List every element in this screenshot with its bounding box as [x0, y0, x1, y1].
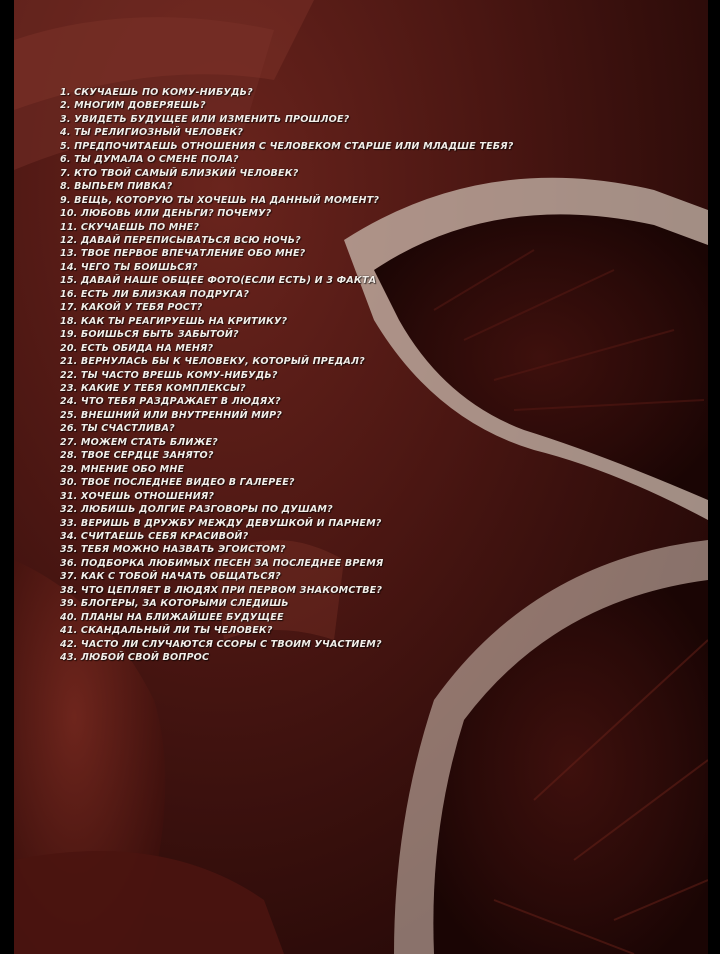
question-item: 38. ЧТО ЦЕПЛЯЕТ В ЛЮДЯХ ПРИ ПЕРВОМ ЗНАКОМСТВЕ?: [60, 584, 383, 596]
question-item: 10. ЛЮБОВЬ ИЛИ ДЕНЬГИ? ПОЧЕМУ?: [60, 208, 272, 220]
question-item: 40. ПЛАНЫ НА БЛИЖАЙШЕЕ БУДУЩЕЕ: [60, 611, 284, 623]
question-list: [60, 86, 530, 664]
question-item: 37. КАК С ТОБОЙ НАЧАТЬ ОБЩАТЬСЯ?: [60, 571, 281, 583]
question-item: 27. МОЖЕМ СТАТЬ БЛИЖЕ?: [60, 436, 218, 448]
question-item: 33. ВЕРИШЬ В ДРУЖБУ МЕЖДУ ДЕВУШКОЙ И ПАРНЕМ?: [60, 517, 382, 529]
question-item: 1. СКУЧАЕШЬ ПО КОМУ-НИБУДЬ?: [60, 87, 253, 98]
question-item: 31. ХОЧЕШЬ ОТНОШЕНИЯ?: [60, 490, 215, 502]
question-item: 11. СКУЧАЕШЬ ПО МНЕ?: [60, 221, 200, 233]
question-item: 17. КАКОЙ У ТЕБЯ РОСТ?: [60, 302, 203, 314]
question-item: 3. УВИДЕТЬ БУДУЩЕЕ ИЛИ ИЗМЕНИТЬ ПРОШЛОЕ?: [60, 113, 350, 125]
question-item: 6. ТЫ ДУМАЛА О СМЕНЕ ПОЛА?: [60, 154, 239, 166]
question-item: 36. ПОДБОРКА ЛЮБИМЫХ ПЕСЕН ЗА ПОСЛЕДНЕЕ ВРЕМЯ: [60, 557, 384, 569]
question-item: 43. ЛЮБОЙ СВОЙ ВОПРОС: [60, 652, 210, 664]
question-item: 8. ВЫПЬЕМ ПИВКА?: [60, 181, 173, 193]
question-item: 22. ТЫ ЧАСТО ВРЕШЬ КОМУ-НИБУДЬ?: [60, 369, 278, 381]
question-item: 23. КАКИЕ У ТЕБЯ КОМПЛЕКСЫ?: [60, 382, 246, 394]
question-item: 30. ТВОЕ ПОСЛЕДНЕЕ ВИДЕО В ГАЛЕРЕЕ?: [60, 477, 295, 489]
question-item: 4. ТЫ РЕЛИГИОЗНЫЙ ЧЕЛОВЕК?: [60, 127, 244, 139]
question-item: 2. МНОГИМ ДОВЕРЯЕШЬ?: [60, 100, 206, 112]
question-item: 7. КТО ТВОЙ САМЫЙ БЛИЗКИЙ ЧЕЛОВЕК?: [60, 167, 299, 179]
question-item: 12. ДАВАЙ ПЕРЕПИСЫВАТЬСЯ ВСЮ НОЧЬ?: [60, 234, 301, 246]
question-item: 42. ЧАСТО ЛИ СЛУЧАЮТСЯ ССОРЫ С ТВОИМ УЧАСТИЕМ?: [60, 638, 382, 650]
question-item: 35. ТЕБЯ МОЖНО НАЗВАТЬ ЭГОИСТОМ?: [60, 544, 286, 556]
question-item: 29. МНЕНИЕ ОБО МНЕ: [60, 463, 185, 475]
question-item: 21. ВЕРНУЛАСЬ БЫ К ЧЕЛОВЕКУ, КОТОРЫЙ ПРЕДАЛ?: [60, 356, 365, 368]
question-item: 5. ПРЕДПОЧИТАЕШЬ ОТНОШЕНИЯ С ЧЕЛОВЕКОМ СТАРШЕ ИЛИ МЛАДШЕ ТЕБЯ?: [60, 140, 514, 152]
question-item: 28. ТВОЕ СЕРДЦЕ ЗАНЯТО?: [60, 450, 214, 462]
question-item: 24. ЧТО ТЕБЯ РАЗДРАЖАЕТ В ЛЮДЯХ?: [60, 396, 281, 408]
question-item: 19. БОИШЬСЯ БЫТЬ ЗАБЫТОЙ?: [60, 329, 239, 341]
question-item: 16. ЕСТЬ ЛИ БЛИЗКАЯ ПОДРУГА?: [60, 288, 250, 300]
question-item: 25. ВНЕШНИЙ ИЛИ ВНУТРЕННИЙ МИР?: [60, 409, 283, 421]
question-item: 18. КАК ТЫ РЕАГИРУЕШЬ НА КРИТИКУ?: [60, 315, 288, 327]
question-item: 41. СКАНДАЛЬНЫЙ ЛИ ТЫ ЧЕЛОВЕК?: [60, 625, 273, 637]
question-item: 32. ЛЮБИШЬ ДОЛГИЕ РАЗГОВОРЫ ПО ДУШАМ?: [60, 504, 333, 516]
question-item: 14. ЧЕГО ТЫ БОИШЬСЯ?: [60, 261, 198, 273]
question-item: 15. ДАВАЙ НАШЕ ОБЩЕЕ ФОТО(ЕСЛИ ЕСТЬ) И 3 ФАКТА: [60, 275, 377, 287]
question-item: 39. БЛОГЕРЫ, ЗА КОТОРЫМИ СЛЕДИШЬ: [60, 598, 289, 610]
question-item: 13. ТВОЕ ПЕРВОЕ ВПЕЧАТЛЕНИЕ ОБО МНЕ?: [60, 248, 306, 260]
question-item: 20. ЕСТЬ ОБИДА НА МЕНЯ?: [60, 342, 214, 354]
question-item: 26. ТЫ СЧАСТЛИВА?: [60, 423, 175, 435]
question-item: 9. ВЕЩЬ, КОТОРУЮ ТЫ ХОЧЕШЬ НА ДАННЫЙ МОМЕНТ?: [60, 194, 380, 206]
question-item: 34. СЧИТАЕШЬ СЕБЯ КРАСИВОЙ?: [60, 530, 249, 542]
grapefruit-background-image: [14, 0, 708, 954]
